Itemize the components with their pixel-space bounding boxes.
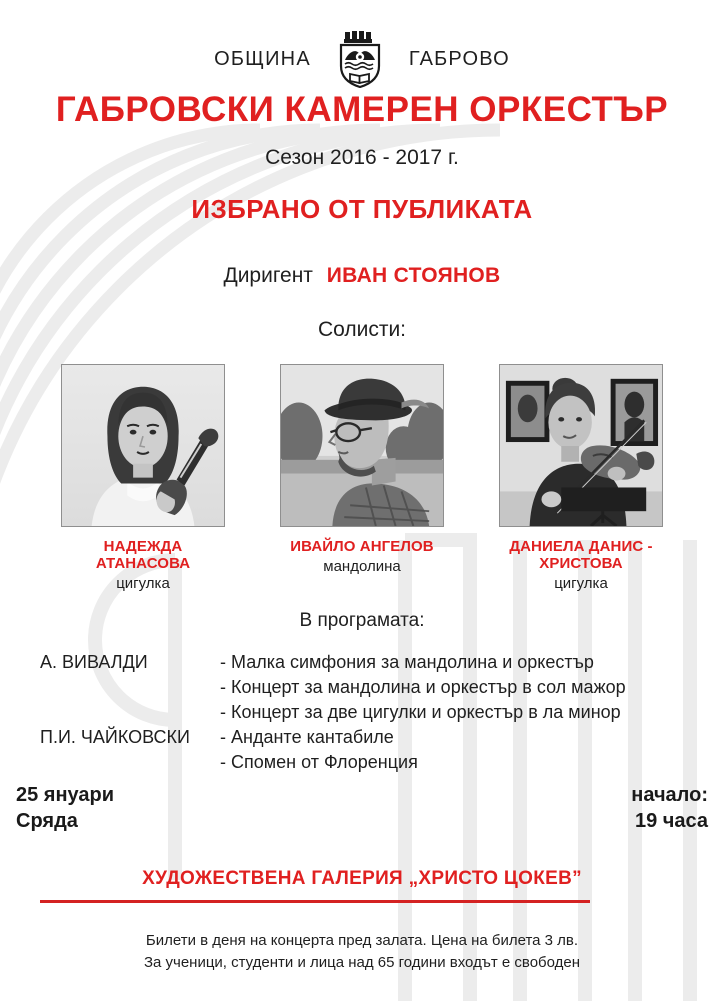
- ticket-info-line-1: Билети в деня на концерта пред залата. Цена на билета 3 лв.: [145, 932, 579, 949]
- programme-work: - Концерт за две цигулки и оркестър в ла минор: [220, 702, 621, 722]
- programme-work: - Спомен от Флоренция: [220, 752, 418, 772]
- soloist-instrument: цигулка: [116, 574, 170, 592]
- event-start-time: 19 часа: [634, 810, 708, 832]
- soloist-instrument: мандолина: [323, 557, 401, 575]
- soloist-item: [499, 364, 663, 592]
- programme-composer: [40, 675, 220, 700]
- programme-row: [40, 725, 690, 750]
- event-start-label: начало:: [631, 784, 708, 806]
- programme-composer: А. ВИВАЛДИ: [40, 652, 148, 672]
- programme-row: [40, 675, 690, 700]
- soloist-photo-ivaylo-angelov: [280, 364, 444, 527]
- season-label: Сезон 2016 - 2017 г.: [265, 146, 459, 169]
- venue-name: ХУДОЖЕСТВЕНА ГАЛЕРИЯ „ХРИСТО ЦОКЕВ”: [142, 868, 582, 889]
- divider-rule: [40, 900, 590, 903]
- event-datetime: [16, 782, 708, 834]
- municipality-label: ОБЩИНА: [214, 47, 311, 70]
- conductor-label: Диригент: [223, 264, 313, 287]
- conductor-name: ИВАН СТОЯНОВ: [326, 264, 501, 287]
- programme-composer: [40, 750, 220, 775]
- event-weekday: Сряда: [16, 810, 78, 832]
- orchestra-title: ГАБРОВСКИ КАМЕРЕН ОРКЕСТЪР: [55, 90, 669, 129]
- programme-work: - Концерт за мандолина и оркестър в сол мажор: [220, 677, 626, 697]
- programme-composer: П.И. ЧАЙКОВСКИ: [40, 727, 190, 747]
- ticket-info: [0, 930, 724, 974]
- programme-row: [40, 750, 690, 775]
- soloist-photo-daniela-danis-hristova: [499, 364, 663, 527]
- ticket-info-line-2: За ученици, студенти и лица над 65 години входът е свободен: [143, 954, 581, 971]
- event-date: 25 януари: [16, 784, 115, 806]
- soloist-photo-nadezhda-atanasova: [61, 364, 225, 527]
- programme-row: [40, 700, 690, 725]
- soloist-name: ИВАЙЛО АНГЕЛОВ: [290, 538, 434, 555]
- soloist-item: [280, 364, 444, 592]
- soloist-name: НАДЕЖДА АТАНАСОВА: [95, 538, 191, 572]
- poster-header: [0, 30, 724, 88]
- programme-work: - Малка симфония за мандолина и оркестър: [220, 652, 594, 672]
- programme-row: [40, 650, 690, 675]
- soloists-heading: Солисти:: [317, 318, 407, 341]
- programme-heading: В програмата:: [299, 610, 425, 631]
- gabrovo-coat-of-arms-icon: [337, 30, 383, 88]
- programme-work: - Андантe кантабиле: [220, 727, 394, 747]
- conductor-row: [0, 264, 724, 288]
- concert-title: ИЗБРАНО ОТ ПУБЛИКАТА: [191, 194, 533, 224]
- soloist-name: ДАНИЕЛА ДАНИС - ХРИСТОВА: [509, 538, 653, 572]
- soloists-list: [0, 364, 724, 592]
- programme-composer: [40, 700, 220, 725]
- soloist-item: [61, 364, 225, 592]
- city-label: ГАБРОВО: [408, 47, 510, 70]
- programme-list: [40, 650, 690, 775]
- soloist-instrument: цигулка: [554, 574, 608, 592]
